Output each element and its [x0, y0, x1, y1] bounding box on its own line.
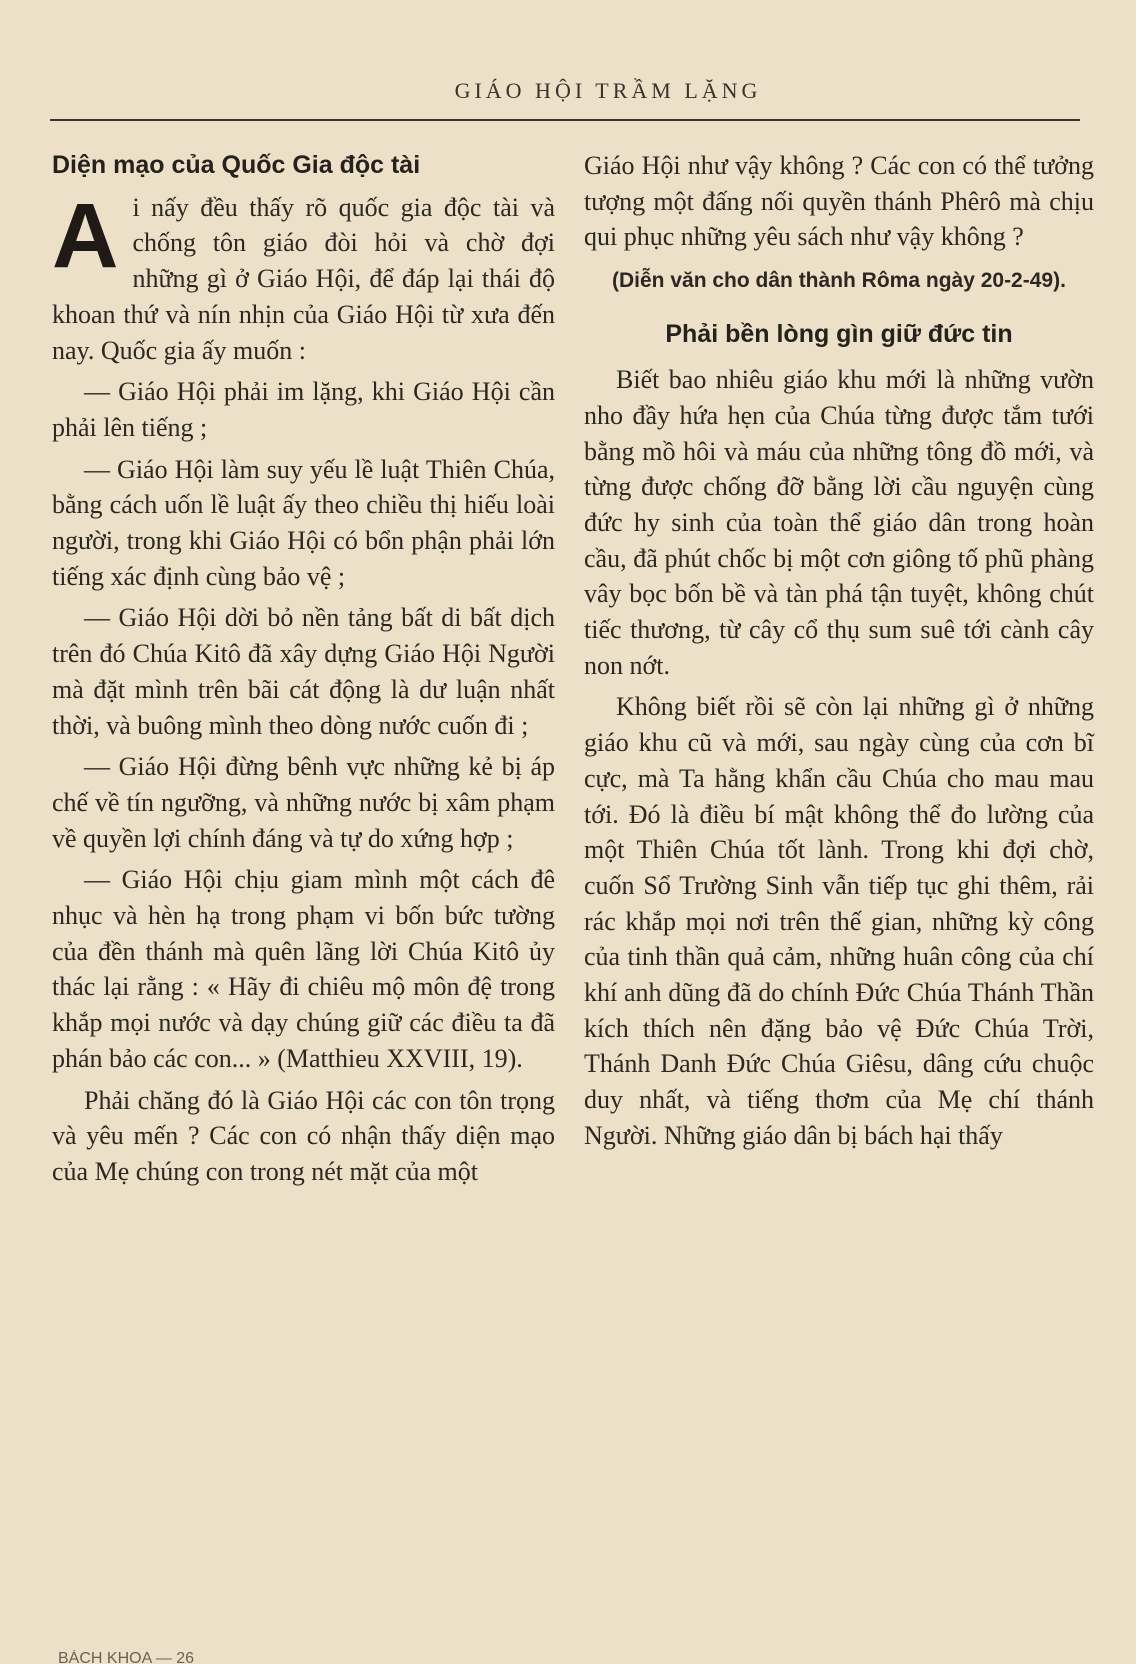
page-footer: BÁCH KHOA — 26 [58, 1650, 195, 1664]
running-header: GIÁO HỘI TRẦM LẶNG [454, 78, 762, 103]
drop-cap: A [52, 184, 119, 287]
section-title: Phải bền lòng gìn giữ đức tin [665, 320, 1013, 349]
closing-paragraph: Phải chăng đó là Giáo Hội các con tôn trọng và yêu mến ? Các con có nhận thấy diện mạo của Mẹ chúng con trong nét mặt của một [52, 1085, 555, 1186]
list-item: — Giáo Hội làm suy yếu lề luật Thiên Chúa, bằng cách uốn lề luật ấy theo chiều thị hiếu loài người, trong khi Giáo Hội có bổn phận phải lớn tiếng xác định cùng bảo vệ ; [52, 454, 555, 591]
intro-text: i nấy đều thấy rõ quốc gia độc tài và chống tôn giáo đòi hỏi và chờ đợi những gì ở Giáo Hội, để đáp lại thái độ khoan thứ và nín nhịn của Giáo Hội từ xưa đến nay. Quốc gia ấy muốn : [52, 192, 555, 365]
list-item: — Giáo Hội phải im lặng, khi Giáo Hội cần phải lên tiếng ; [52, 377, 555, 442]
header-rule [50, 119, 1080, 121]
list-item: — Giáo Hội đừng bênh vực những kẻ bị áp chế về tín ngưỡng, và những nước bị xâm phạm về quyền lợi chính đáng và tự do xứng hợp ; [52, 752, 555, 853]
left-column [52, 148, 555, 1196]
right-column [584, 148, 1094, 1160]
citation: (Diễn văn cho dân thành Rôma ngày 20-2-49). [612, 269, 1066, 293]
body-paragraph: Không biết rồi sẽ còn lại những gì ở những giáo khu cũ và mới, sau ngày cùng của cơn bĩ cực, mà Ta hằng khẩn cầu Chúa cho mau mau tới. Đó là điều bí mật không thể đo lường của một Thiên Chúa tốt lành. Trong khi đợi chờ, cuốn Sổ Trường Sinh vẫn tiếp tục ghi thêm, rải rác khắp mọi nơi trên thế gian, những kỳ công của tinh thần quả cảm, những huân công của chí khí anh dũng đã do chính Đức Chúa Thánh Thần kích thích nên đặng bảo vệ Đức Chúa Trời, Thánh Danh Đức Chúa Giêsu, dâng cứu chuộc duy nhất, và tiếng thơm của Mẹ chí thánh Người. Những giáo dân bị bách hại thấy [584, 692, 1094, 1150]
continuation-paragraph: Giáo Hội như vậy không ? Các con có thể tưởng tượng một đấng nối quyền thánh Phêrô mà chịu qui phục những yêu sách như vậy không ? [584, 151, 1094, 252]
list-item: — Giáo Hội dời bỏ nền tảng bất di bất dịch trên đó Chúa Kitô đã xây dựng Giáo Hội Người mà đặt mình trên bãi cát động là dư luận nhất thời, và buông mình theo dòng nước cuốn đi ; [52, 603, 555, 740]
body-paragraph: Biết bao nhiêu giáo khu mới là những vườn nho đầy hứa hẹn của Chúa từng được tắm tưới bằng mồ hôi và máu của những tông đồ mới, và từng được chống đỡ bằng lời cầu nguyện cùng đức hy sinh của toàn thể giáo dân trong hoàn cầu, đã phút chốc bị một cơn giông tố phũ phàng vây bọc bốn bề và tàn phá tận tuyệt, không chút tiếc thương, từ cây cổ thụ sum suê tới cành cây non nớt. [584, 365, 1094, 680]
section-title: Diện mạo của Quốc Gia độc tài [52, 151, 421, 179]
intro-paragraph [52, 184, 555, 369]
list-item: — Giáo Hội chịu giam mình một cách đê nhục và hèn hạ trong phạm vi bốn bức tường của đền thánh mà quên lãng lời Chúa Kitô ủy thác lại rằng : « Hãy đi chiêu mộ môn đệ trong khắp mọi nước và dạy chúng giữ các điều ta đã phán bảo các con... » (Matthieu XXVIII, 19). [52, 865, 555, 1073]
